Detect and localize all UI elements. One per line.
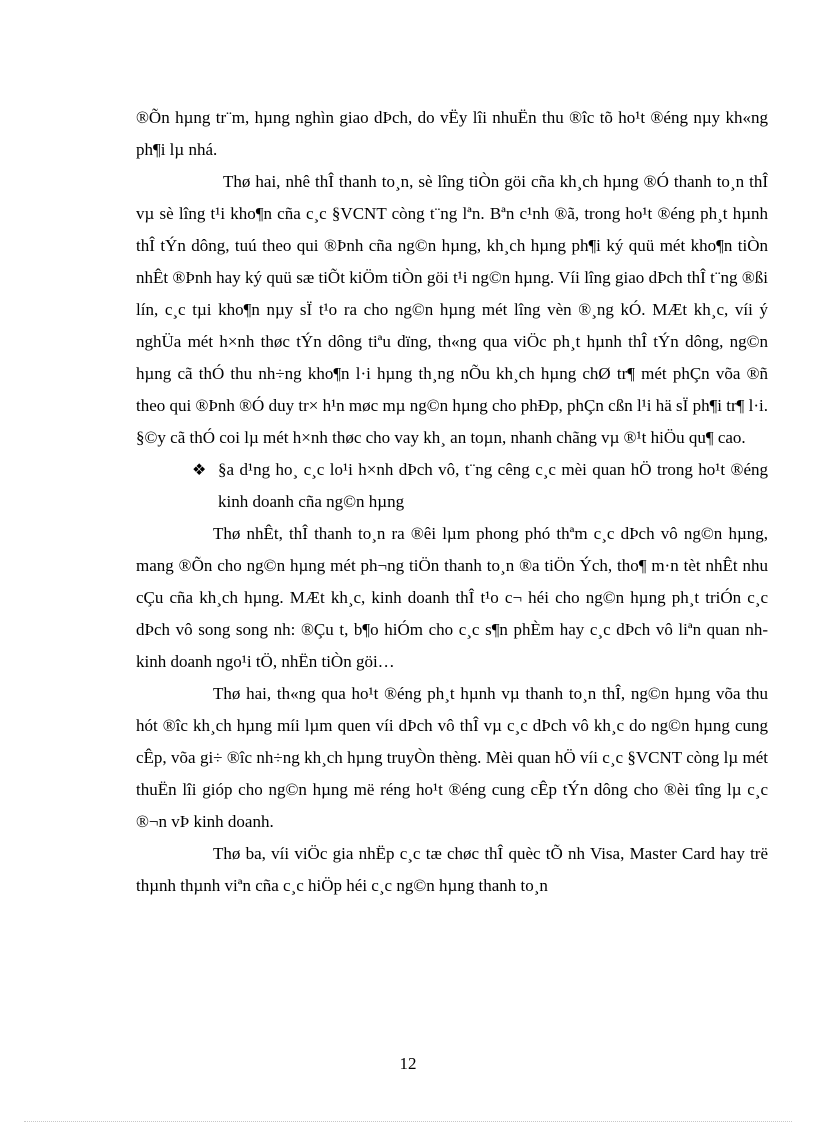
page-bottom-divider — [24, 1121, 792, 1122]
bullet-item-text: §a d¹ng ho¸ c¸c lo¹i h×nh dÞch vô, t¨ng cêng c¸c mèi quan hÖ trong ho¹t ®éng kinh doanh cña ng©n hµng — [218, 460, 768, 511]
paragraph-continuation: ®Õn hµng tr¨m, hµng nghìn giao dÞch, do vËy lîi nhuËn thu ®îc tõ ho¹t ®éng nµy kh«ng ph¶i lµ nhá. — [136, 108, 768, 159]
paragraph-thu-hai-hoat-dong: Thø hai, th«ng qua ho¹t ®éng ph¸t hµnh vµ thanh to¸n thÎ, ng©n hµng võa thu hót ®îc kh¸ch hµng míi lµm quen víi dÞch vô thÎ vµ c¸c dÞch vô kh¸c do ng©n hµng cung cÊp, võa gi÷ ®îc nh÷ng kh¸ch hµng truyÒn thèng. Mèi quan hÖ víi c¸c §VCNT còng lµ mét thuËn lîi gióp cho ng©n hµng më réng ho¹t ®éng cung cÊp tÝn dông cho ®èi tîng lµ c¸c ®¬n vÞ kinh doanh. — [136, 684, 768, 831]
document-body — [136, 102, 768, 902]
bullet-item-da-dang-hoa — [136, 454, 768, 518]
paragraph-thu-hai-the-thanh-toan: Thø hai, nhê thÎ thanh to¸n, sè lîng tiÒn göi cña kh¸ch hµng ®Ó thanh to¸n thÎ vµ sè lîng t¹i kho¶n cña c¸c §VCNT còng t¨ng lªn. Bªn c¹nh ®ã, trong ho¹t ®éng ph¸t hµnh thÎ tÝn dông, tuú theo qui ®Þnh cña ng©n hµng, kh¸ch hµng ph¶i ký quü mét kho¶n tiÒn nhÊt ®Þnh hay ký quü sæ tiÕt kiÖm tiÒn göi t¹i ng©n hµng. Víi lîng giao dÞch thÎ t¨ng ®ßi lín, c¸c tµi kho¶n nµy sÏ t¹o ra cho ng©n hµng mét lîng vèn ®¸ng kÓ. MÆt kh¸c, víi ý nghÜa mét h×nh thøc tÝn dông tiªu dïng, th«ng qua viÖc ph¸t hµnh thÎ tÝn dông, ng©n hµng cã thÓ thu nh÷ng kho¶n l·i hµng th¸ng nÕu kh¸ch hµng chØ tr¶ mét phÇn võa ®ñ theo qui ®Þnh ®Ó duy tr× h¹n møc mµ ng©n hµng cho phÐp, phÇn cßn l¹i hä sÏ ph¶i tr¶ l·i. §©y cã thÓ coi lµ mét h×nh thøc cho vay kh¸ an toµn, nhanh chãng vµ ®¹t hiÖu qu¶ cao. — [136, 172, 768, 447]
page-number: 12 — [399, 1054, 417, 1073]
paragraph-thu-nhat: Thø nhÊt, thÎ thanh to¸n ra ®êi lµm phong phó thªm c¸c dÞch vô ng©n hµng, mang ®Õn cho ng©n hµng mét ph¬ng tiÖn thanh to¸n ®a tiÖn Ých, tho¶ m·n tèt nhÊt nhu cÇu cña kh¸ch hµng. MÆt kh¸c, kinh doanh thÎ t¹o c¬ héi cho ng©n hµng ph¸t triÓn c¸c dÞch vô song song nh: ®Çu t, b¶o hiÓm cho c¸c s¶n phÈm hay c¸c dÞch vô liªn quan nh kinh doanh ngo¹i tÖ, nhËn tiÒn göi… — [136, 524, 768, 671]
paragraph-thu-ba: Thø ba, víi viÖc gia nhËp c¸c tæ chøc thÎ quèc tÕ nh Visa, Master Card hay trë thµnh thµnh viªn cña c¸c hiÖp héi c¸c ng©n hµng thanh to¸n — [136, 844, 768, 895]
diamond-bullet-icon: ❖ — [192, 460, 207, 479]
